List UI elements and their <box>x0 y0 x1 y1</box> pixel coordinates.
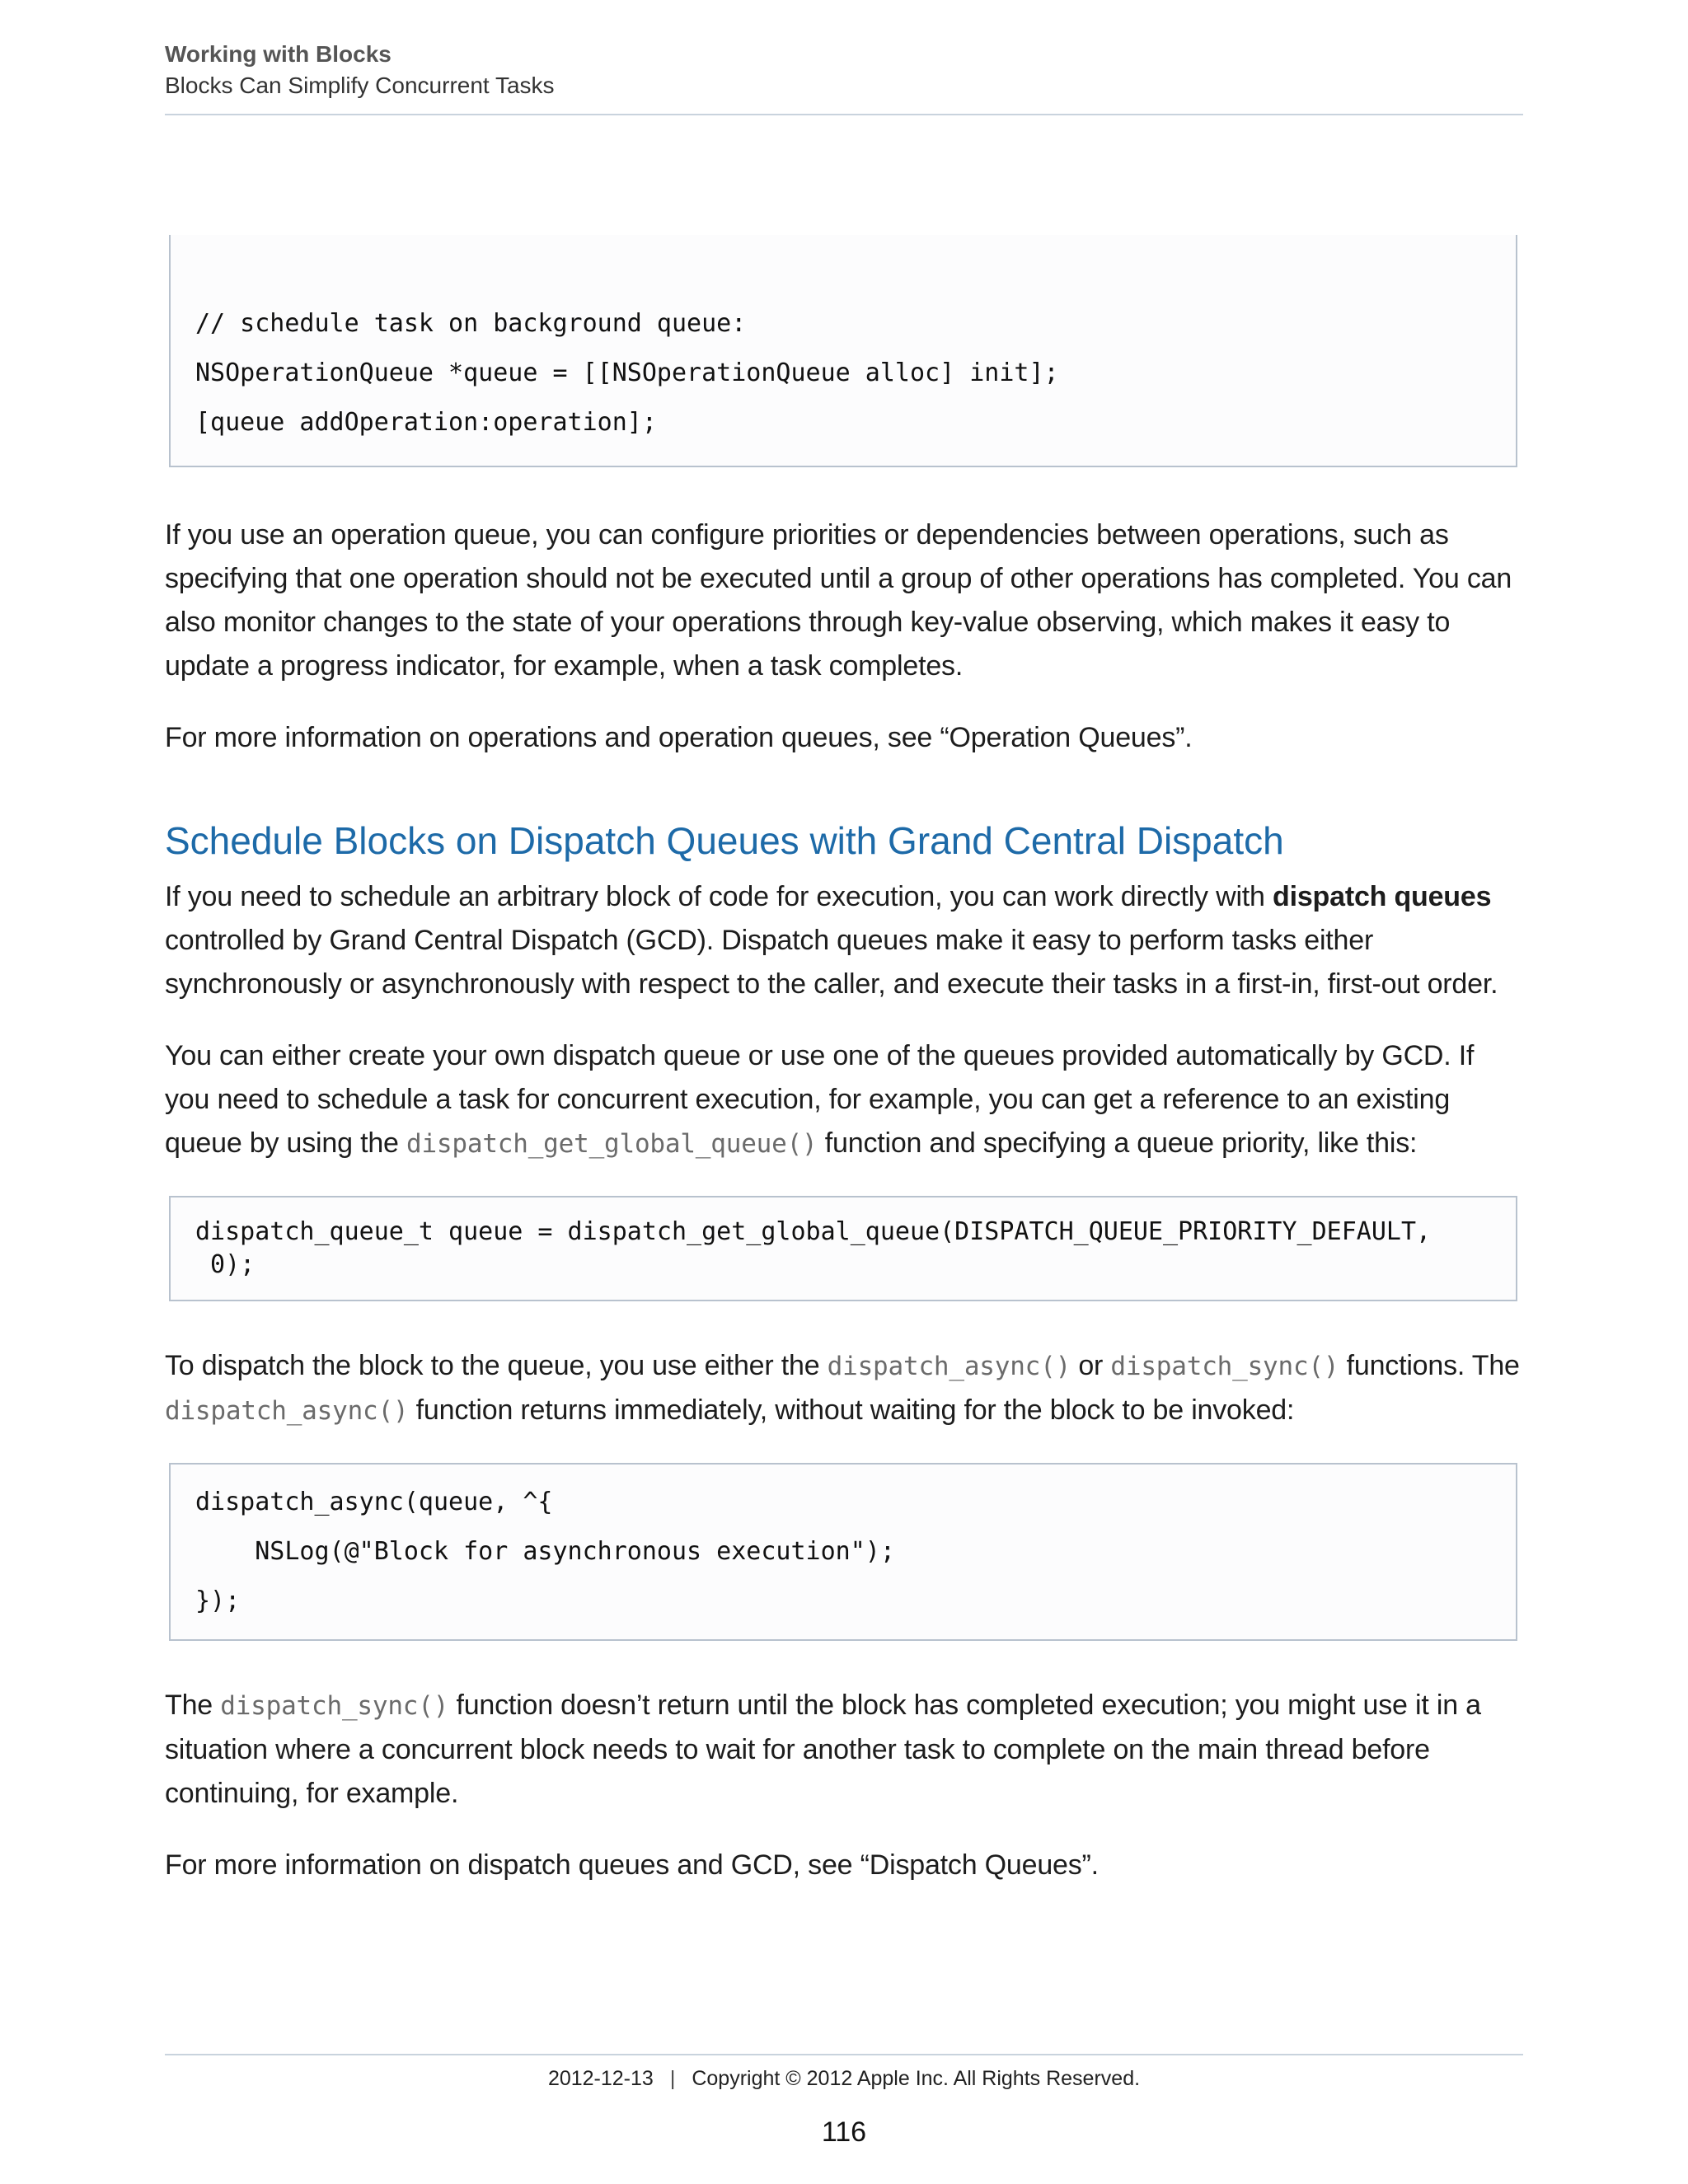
paragraph-dispatch-queues-intro <box>165 875 1523 1006</box>
inline-code: dispatch_async() <box>827 1352 1071 1381</box>
text-run: function and specifying a queue priority, like this: <box>817 1127 1418 1159</box>
paragraph-operation-queues-link: For more information on operations and operation queues, see “Operation Queues”. <box>165 722 1193 753</box>
running-header <box>165 40 1523 102</box>
footer-divider <box>165 2054 1523 2055</box>
code-line: dispatch_queue_t queue = dispatch_get_global_queue(DISPATCH_QUEUE_PRIORITY_DEFAULT, <box>195 1217 1432 1246</box>
code-line: [queue addOperation:operation]; <box>195 408 657 437</box>
paragraph-dispatch-queues-link: For more information on dispatch queues and GCD, see “Dispatch Queues”. <box>165 1849 1099 1881</box>
code-line: }); <box>195 1586 241 1615</box>
text-run: To dispatch the block to the queue, you use either the <box>165 1350 828 1381</box>
text-run: function doesn’t return until the block has completed execution; you might use it in a situation where a concurrent block needs to wait for another task to complete on the main thread before continuing, for example. <box>165 1690 1481 1809</box>
text-run: If you need to schedule an arbitrary block of code for execution, you can work directly with <box>165 881 1273 912</box>
inline-code: dispatch_sync() <box>220 1691 449 1721</box>
paragraph-operation-queue-priorities: If you use an operation queue, you can configure priorities or dependencies between operations, such as specifying that one operation should not be executed until a group of other operations has completed. You can also monitor changes to the state of your operations through key-value observing, which makes it easy to update a progress indicator, for example, when a task completes. <box>165 519 1512 682</box>
text-run: controlled by Grand Central Dispatch (GCD). Dispatch queues make it easy to perform tasks either synchronously or asynchronously with respect to the caller, and execute their tasks in a first-in, first-out order. <box>165 925 1498 1000</box>
text-run: functions. The <box>1339 1350 1520 1381</box>
text-run: The <box>165 1690 221 1721</box>
text-run: or <box>1071 1350 1111 1381</box>
page-content <box>165 235 1523 1887</box>
code-line: NSLog(@"Block for asynchronous execution"); <box>195 1537 895 1566</box>
paragraph-global-queue <box>165 1034 1523 1166</box>
chapter-title: Working with Blocks <box>165 41 392 67</box>
footer-separator: | <box>669 2067 676 2090</box>
inline-code: dispatch_async() <box>165 1396 409 1426</box>
header-divider <box>165 114 1523 115</box>
code-line: dispatch_async(queue, ^{ <box>195 1488 553 1516</box>
code-block-global-queue <box>169 1196 1517 1301</box>
footer-copyright: Copyright © 2012 Apple Inc. All Rights Reserved. <box>692 2067 1141 2090</box>
paragraph-dispatch-async-sync <box>165 1344 1523 1433</box>
code-block-operation-queue <box>169 235 1517 467</box>
section-title: Blocks Can Simplify Concurrent Tasks <box>165 73 555 98</box>
text-run: function returns immediately, without waiting for the block to be invoked: <box>408 1394 1295 1426</box>
inline-code: dispatch_get_global_queue() <box>406 1129 818 1159</box>
footer <box>0 2067 1688 2091</box>
code-line: // schedule task on background queue: <box>195 309 747 338</box>
page-number: 116 <box>821 2116 867 2148</box>
code-line: 0); <box>195 1250 256 1279</box>
footer-date: 2012-12-13 <box>547 2067 654 2090</box>
code-line: NSOperationQueue *queue = [[NSOperationQueue alloc] init]; <box>195 359 1059 387</box>
inline-code: dispatch_sync() <box>1110 1352 1339 1381</box>
bold-term: dispatch queues <box>1273 881 1492 912</box>
paragraph-dispatch-sync <box>165 1684 1523 1816</box>
section-heading-dispatch-queues: Schedule Blocks on Dispatch Queues with Grand Central Dispatch <box>165 819 1284 862</box>
text-run: You can either create your own dispatch queue or use one of the queues provided automatically by GCD. If you need to schedule a task for concurrent execution, for example, you can get a reference to an existing queue by using the <box>165 1040 1475 1159</box>
code-block-dispatch-async <box>169 1463 1517 1641</box>
